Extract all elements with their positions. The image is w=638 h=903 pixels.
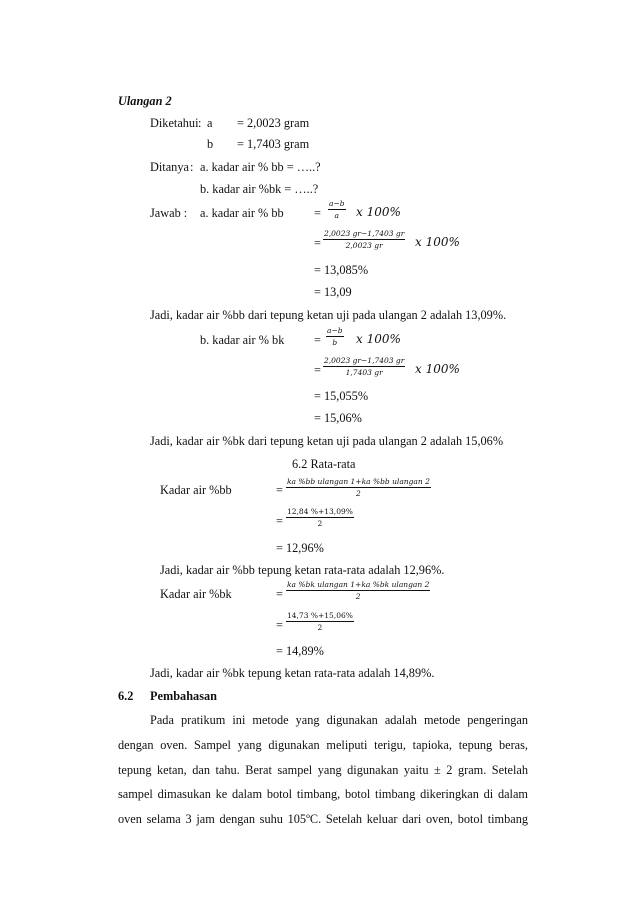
- equals-sign: =: [314, 206, 321, 220]
- fraction-numerator: a−b: [327, 326, 343, 335]
- fraction-average-bb-formula: [286, 477, 431, 498]
- times-100-percent: x 100%: [356, 332, 401, 346]
- section-title-pembahasan: Pembahasan: [150, 689, 217, 703]
- diketahui-colon: :: [198, 116, 202, 130]
- fraction-denominator: 2: [317, 623, 323, 632]
- fraction-denominator: a: [334, 211, 340, 220]
- equals-sign: =: [314, 236, 321, 250]
- fraction-a-minus-b-over-a: [328, 199, 346, 220]
- fraction-denominator: 2: [356, 489, 361, 498]
- jawab-b-label: b. kadar air % bk: [200, 333, 285, 347]
- fraction-numerator: 14,73 %+15,06%: [287, 611, 353, 620]
- fraction-numerator: a−b: [329, 199, 345, 208]
- times-100-percent: x 100%: [415, 235, 460, 249]
- result-bk-2: = 15,06%: [314, 411, 362, 425]
- diketahui-a-value: = 2,0023 gram: [237, 116, 310, 130]
- fraction-substitution-bb: [323, 229, 405, 250]
- paragraph-line-5: oven selama 3 jam dengan suhu 105ºC. Setelah keluar dari oven, botol timbang: [118, 812, 528, 826]
- heading-ulangan: Ulangan 2: [118, 94, 172, 108]
- fraction-denominator: 2: [317, 519, 323, 528]
- diketahui-b-var: b: [207, 137, 214, 151]
- average-bk-result: = 14,89%: [276, 644, 324, 658]
- diketahui-label: Diketahui: [150, 116, 199, 130]
- result-bb-2: = 13,09: [314, 285, 352, 299]
- equals-sign: =: [276, 618, 283, 632]
- fraction-denominator: 2: [355, 592, 361, 601]
- times-100-percent: x 100%: [356, 205, 401, 219]
- result-bk-1: = 15,055%: [314, 389, 369, 403]
- fraction-numerator: 2,0023 gr−1,7403 gr: [324, 356, 405, 365]
- jawab-label: Jawab :: [150, 206, 188, 220]
- average-bb-result: = 12,96%: [276, 541, 324, 555]
- result-bb-1: = 13,085%: [314, 263, 369, 277]
- conclusion-bk: Jadi, kadar air %bk dari tepung ketan uji pada ulangan 2 adalah 15,06%: [150, 434, 504, 448]
- equals-sign: =: [314, 363, 321, 377]
- ditanya-colon: :: [190, 160, 194, 174]
- paragraph-line-3: tepung ketan, dan tahu. Berat sampel yang digunakan yaitu ± 2 gram. Setelah: [118, 763, 528, 777]
- fraction-numerator: ka %bb ulangan 1+ka %bb ulangan 2: [287, 477, 430, 486]
- fraction-average-bk-values: [286, 611, 354, 632]
- diketahui-b-value: = 1,7403 gram: [237, 137, 310, 151]
- ditanya-label: Ditanya: [150, 160, 189, 174]
- conclusion-average-bk: Jadi, kadar air %bk tepung ketan rata-rata adalah 14,89%.: [150, 666, 435, 680]
- fraction-numerator: 2,0023 gr−1,7403 gr: [324, 229, 405, 238]
- fraction-denominator: 1,7403 gr: [345, 368, 383, 377]
- conclusion-average-bb: Jadi, kadar air %bb tepung ketan rata-rata adalah 12,96%.: [160, 563, 445, 577]
- paragraph-line-1: Pada pratikum ini metode yang digunakan adalah metode pengeringan: [150, 713, 528, 727]
- paragraph-line-4: sampel dimasukan ke dalam botol timbang, botol timbang dikeringkan di dalam: [118, 787, 528, 801]
- ditanya-line-1: a. kadar air % bb = …..?: [200, 160, 321, 174]
- fraction-numerator: ka %bk ulangan 1+ka %bk ulangan 2: [287, 580, 430, 589]
- fraction-average-bk-formula: [286, 580, 430, 601]
- fraction-average-bb-values: [286, 507, 354, 528]
- equals-sign: =: [276, 514, 283, 528]
- section-number-pembahasan: 6.2: [118, 689, 134, 703]
- equals-sign: =: [314, 333, 321, 347]
- fraction-a-minus-b-over-b: [326, 326, 344, 347]
- kadar-air-bb-label: Kadar air %bb: [160, 483, 232, 497]
- equals-sign: =: [276, 587, 283, 601]
- fraction-denominator: b: [332, 338, 338, 347]
- jawab-a-label: a. kadar air % bb: [200, 206, 284, 220]
- ditanya-line-2: b. kadar air %bk = …..?: [200, 182, 319, 196]
- fraction-substitution-bk: [323, 356, 405, 377]
- fraction-numerator: 12,84 %+13,09%: [287, 507, 353, 516]
- conclusion-bb: Jadi, kadar air %bb dari tepung ketan uji pada ulangan 2 adalah 13,09%.: [150, 308, 507, 322]
- equals-sign: =: [276, 483, 283, 497]
- fraction-denominator: 2,0023 gr: [345, 241, 383, 250]
- section-title-rata-rata: 6.2 Rata-rata: [292, 457, 356, 471]
- times-100-percent: x 100%: [415, 362, 460, 376]
- paragraph-line-2: dengan oven. Sampel yang digunakan meliputi terigu, tapioka, tepung beras,: [118, 738, 528, 752]
- diketahui-a-var: a: [207, 116, 213, 130]
- kadar-air-bk-label: Kadar air %bk: [160, 587, 232, 601]
